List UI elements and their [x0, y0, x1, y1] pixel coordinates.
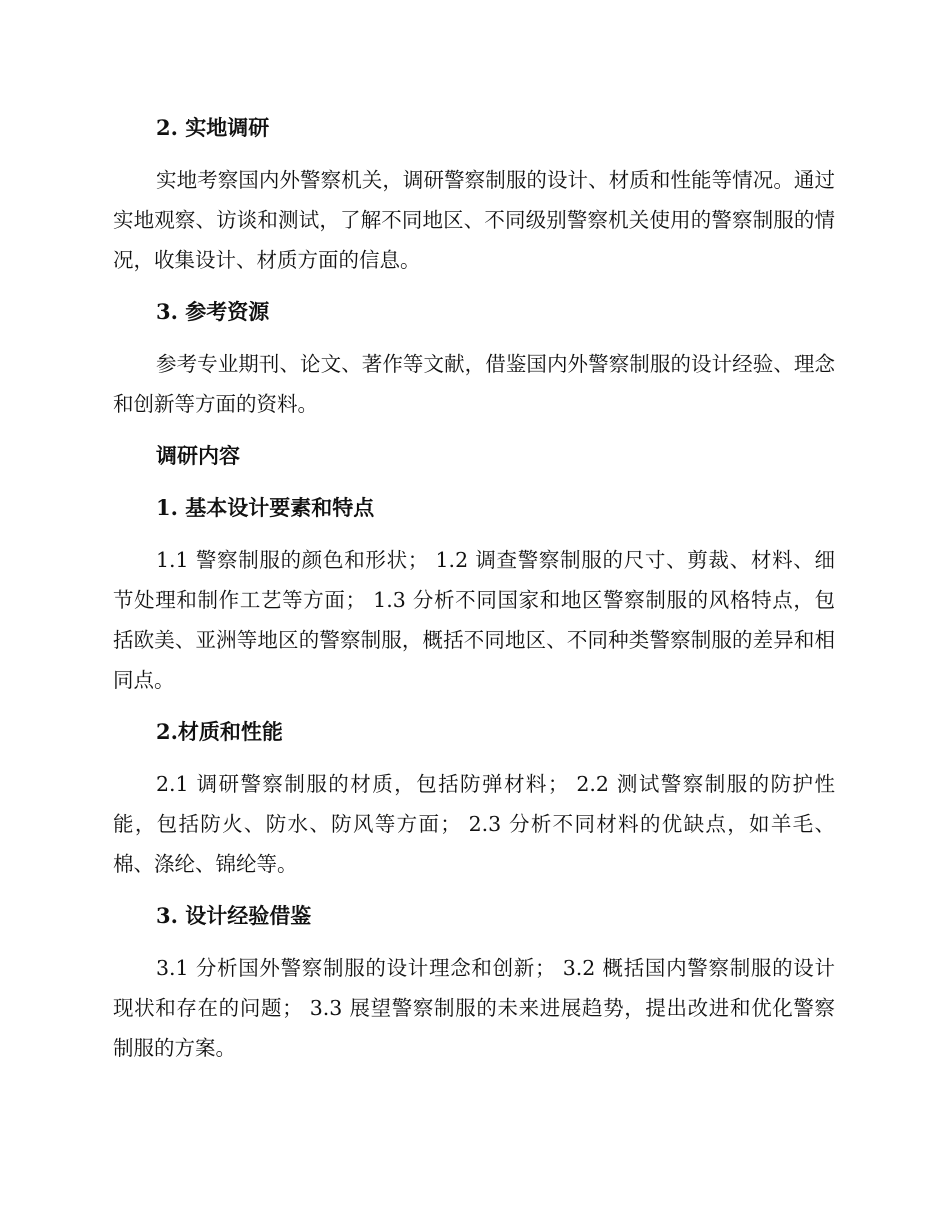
- heading-field-research: 2. 实地调研: [156, 115, 270, 140]
- document-body: [113, 108, 835, 1080]
- heading-material-performance: 2.材质和性能: [156, 719, 283, 744]
- paragraph-field-research: 实地考察国内外警察机关，调研警察制服的设计、材质和性能等情况。通过实地观察、访谈和测试，了解不同地区、不同级别警察机关使用的警察制服的情况，收集设计、材质方面的信息。: [113, 168, 835, 272]
- paragraph-basic-design: 1.1 警察制服的颜色和形状； 1.2 调查警察制服的尺寸、剪裁、材料、细节处理和制作工艺等方面； 1.3 分析不同国家和地区警察制服的风格特点，包括欧美、亚洲等地区的警察制服，概括不同地区、不同种类警察制服的差异和相同点。: [113, 548, 835, 692]
- heading-research-content: 调研内容: [156, 443, 240, 468]
- paragraph-reference-resources: 参考专业期刊、论文、著作等文献，借鉴国内外警察制服的设计经验、理念和创新等方面的资料。: [113, 352, 835, 416]
- heading-basic-design: 1. 基本设计要素和特点: [156, 495, 375, 520]
- paragraph-design-experience: 3.1 分析国外警察制服的设计理念和创新； 3.2 概括国内警察制服的设计现状和存在的问题； 3.3 展望警察制服的未来进展趋势，提出改进和优化警察制服的方案。: [113, 956, 835, 1060]
- paragraph-material-performance: 2.1 调研警察制服的材质，包括防弹材料； 2.2 测试警察制服的防护性能，包括防火、防水、防风等方面； 2.3 分析不同材料的优缺点，如羊毛、棉、涤纶、锦纶等。: [113, 772, 835, 876]
- heading-design-experience: 3. 设计经验借鉴: [156, 903, 312, 928]
- heading-reference-resources: 3. 参考资源: [156, 299, 270, 324]
